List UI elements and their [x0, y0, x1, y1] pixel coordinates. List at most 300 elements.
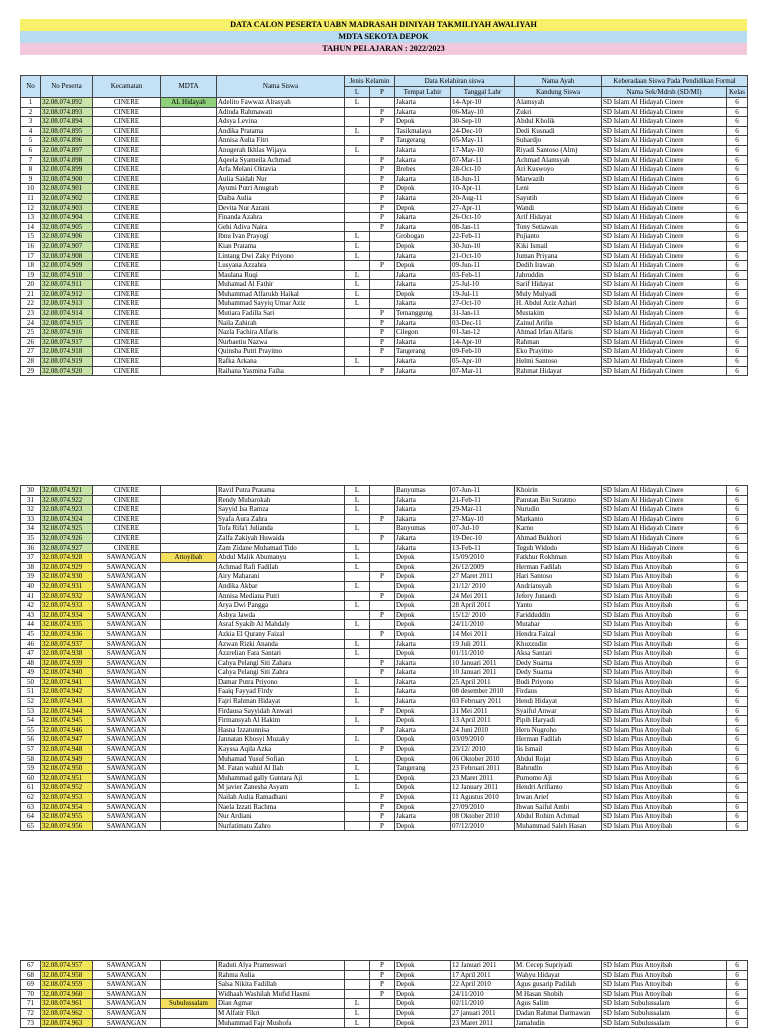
cell-jk-p — [370, 649, 395, 659]
cell-nama-siswa: Tofa Rifa'i Julianda — [217, 524, 345, 534]
cell-no-peserta: 32.08.074.935 — [41, 620, 93, 630]
cell-kecamatan: CINERE — [93, 184, 161, 194]
cell-kecamatan: SAWANGAN — [93, 970, 161, 980]
cell-mdta — [161, 706, 217, 716]
cell-mdta — [161, 754, 217, 764]
cell-jk-l — [345, 155, 370, 165]
cell-no: 26 — [21, 337, 41, 347]
cell-jk-l: L — [345, 562, 370, 572]
cell-nama-sekolah: SD Islam Plus Attoyibah — [602, 745, 727, 755]
cell-jk-l — [345, 658, 370, 668]
cell-nama-ayah: Bahrudin — [515, 764, 602, 774]
cell-tempat-lahir: Jakarta — [395, 495, 451, 505]
cell-no: 40 — [21, 581, 41, 591]
cell-no-peserta: 32.08.074.952 — [41, 783, 93, 793]
cell-kecamatan: CINERE — [93, 337, 161, 347]
cell-nama-sekolah: SD Islam Al Hidayah Cinere — [602, 145, 727, 155]
cell-nama-siswa: Arfa Melani Oktavia — [217, 165, 345, 175]
cell-no-peserta: 32.08.074.901 — [41, 184, 93, 194]
cell-kelas: 6 — [727, 581, 748, 591]
cell-nama-siswa: Muhammad Sayyiq Umar Aziz — [217, 299, 345, 309]
cell-nama-ayah: Faridduddin — [515, 610, 602, 620]
cell-jk-l: L — [345, 299, 370, 309]
cell-jk-p: P — [370, 961, 395, 971]
cell-no-peserta: 32.08.074.903 — [41, 203, 93, 213]
document-subtitle: MDTA SEKOTA DEPOK — [20, 31, 747, 43]
cell-nama-ayah: Hendra Faizal — [515, 629, 602, 639]
cell-no: 17 — [21, 251, 41, 261]
cell-nama-ayah: Herman Fadilah — [515, 562, 602, 572]
cell-jk-p: P — [370, 610, 395, 620]
cell-tanggal-lahir: 03 February 2011 — [451, 697, 515, 707]
cell-jk-l: L — [345, 764, 370, 774]
cell-tempat-lahir: Jakarta — [395, 213, 451, 223]
cell-no-peserta: 32.08.074.951 — [41, 773, 93, 783]
cell-jk-l: L — [345, 270, 370, 280]
cell-no: 65 — [21, 821, 41, 831]
cell-tempat-lahir: Depok — [395, 802, 451, 812]
cell-mdta — [161, 213, 217, 223]
cell-kecamatan: CINERE — [93, 107, 161, 117]
cell-mdta — [161, 299, 217, 309]
cell-nama-sekolah: SD Islam Plus Attoyibah — [602, 821, 727, 831]
cell-tempat-lahir: Jakarta — [395, 812, 451, 822]
cell-mdta — [161, 136, 217, 146]
cell-tanggal-lahir: 18-Jun-11 — [451, 174, 515, 184]
table-row — [21, 328, 748, 338]
cell-kecamatan: CINERE — [93, 486, 161, 496]
cell-nama-siswa: Fajri Rahman Hidayat — [217, 697, 345, 707]
cell-no-peserta: 32.08.074.898 — [41, 155, 93, 165]
cell-no-peserta: 32.08.074.944 — [41, 706, 93, 716]
cell-mdta — [161, 989, 217, 999]
cell-no: 50 — [21, 677, 41, 687]
cell-jk-p — [370, 999, 395, 1009]
cell-kecamatan: CINERE — [93, 328, 161, 338]
cell-nama-ayah: Muhammad Saleh Hasan — [515, 821, 602, 831]
cell-kelas: 6 — [727, 677, 748, 687]
cell-no-peserta: 32.08.074.933 — [41, 601, 93, 611]
cell-no: 42 — [21, 601, 41, 611]
cell-nama-siswa: Dian Agmar — [217, 999, 345, 1009]
table-row — [21, 725, 748, 735]
cell-nama-sekolah: SD Islam Plus Attoyibah — [602, 970, 727, 980]
cell-no: 64 — [21, 812, 41, 822]
cell-tanggal-lahir: 23 Maret 2011 — [451, 1018, 515, 1028]
cell-kecamatan: SAWANGAN — [93, 591, 161, 601]
cell-no: 1 — [21, 98, 41, 108]
cell-no: 14 — [21, 222, 41, 232]
cell-kecamatan: CINERE — [93, 270, 161, 280]
cell-kelas: 6 — [727, 280, 748, 290]
cell-jk-p — [370, 677, 395, 687]
cell-nama-siswa: Lintang Dwi Zaky Priyono — [217, 251, 345, 261]
cell-no: 35 — [21, 533, 41, 543]
cell-nama-sekolah: SD Islam Plus Attoyibah — [602, 668, 727, 678]
cell-jk-l — [345, 802, 370, 812]
cell-jk-l: L — [345, 773, 370, 783]
cell-jk-l: L — [345, 697, 370, 707]
cell-tempat-lahir: Depok — [395, 649, 451, 659]
cell-jk-l: L — [345, 495, 370, 505]
cell-kelas: 6 — [727, 486, 748, 496]
participants-table-3 — [20, 960, 748, 1028]
cell-mdta — [161, 486, 217, 496]
table-row — [21, 553, 748, 563]
cell-mdta — [161, 687, 217, 697]
cell-kelas: 6 — [727, 802, 748, 812]
cell-nama-ayah: Yanto — [515, 601, 602, 611]
cell-kecamatan: SAWANGAN — [93, 793, 161, 803]
cell-no-peserta: 32.08.074.945 — [41, 716, 93, 726]
cell-kecamatan: CINERE — [93, 193, 161, 203]
cell-tempat-lahir: Depok — [395, 1018, 451, 1028]
cell-tanggal-lahir: 23 Maret 2011 — [451, 773, 515, 783]
cell-mdta — [161, 524, 217, 534]
cell-tempat-lahir: Grobogan — [395, 232, 451, 242]
cell-kelas: 6 — [727, 495, 748, 505]
cell-tempat-lahir: Depok — [395, 117, 451, 127]
cell-no: 23 — [21, 309, 41, 319]
cell-no: 11 — [21, 193, 41, 203]
cell-tanggal-lahir: 12 Januari 2011 — [451, 961, 515, 971]
table-row — [21, 581, 748, 591]
cell-no: 56 — [21, 735, 41, 745]
cell-nama-siswa: Raihana Yasmina Faiha — [217, 366, 345, 376]
cell-kelas: 6 — [727, 754, 748, 764]
cell-no: 67 — [21, 961, 41, 971]
cell-tempat-lahir: Depok — [395, 821, 451, 831]
cell-jk-p: P — [370, 591, 395, 601]
cell-tanggal-lahir: 01-Jan-12 — [451, 328, 515, 338]
cell-mdta — [161, 581, 217, 591]
cell-no-peserta: 32.08.074.929 — [41, 562, 93, 572]
col-jk-l: L — [345, 87, 370, 98]
cell-jk-p: P — [370, 745, 395, 755]
cell-nama-sekolah: SD Islam Plus Attoyibah — [602, 783, 727, 793]
cell-jk-l — [345, 328, 370, 338]
cell-jk-l: L — [345, 241, 370, 251]
cell-nama-siswa: Andika Akbar — [217, 581, 345, 591]
cell-nama-ayah: H. Abdul Aziz Azhari — [515, 299, 602, 309]
cell-tanggal-lahir: 24/11/2010 — [451, 989, 515, 999]
cell-no-peserta: 32.08.074.936 — [41, 629, 93, 639]
cell-mdta — [161, 203, 217, 213]
cell-no: 36 — [21, 543, 41, 553]
cell-nama-ayah: Jamaludin — [515, 1018, 602, 1028]
cell-kecamatan: CINERE — [93, 174, 161, 184]
cell-tanggal-lahir: 07-Jun-11 — [451, 486, 515, 496]
cell-no-peserta: 32.08.074.906 — [41, 232, 93, 242]
cell-jk-l — [345, 213, 370, 223]
table-row — [21, 222, 748, 232]
col-nama-sekolah: Nama Sek/Mdrsh (SD/MI) — [602, 87, 727, 98]
cell-jk-l — [345, 309, 370, 319]
cell-kelas: 6 — [727, 318, 748, 328]
cell-no: 72 — [21, 1008, 41, 1018]
cell-nama-ayah: M. Cecep Supriyadi — [515, 961, 602, 971]
cell-nama-ayah: Arif Hidayat — [515, 213, 602, 223]
cell-kecamatan: SAWANGAN — [93, 961, 161, 971]
col-nama-ayah: Nama Ayah — [515, 76, 602, 87]
cell-kelas: 6 — [727, 261, 748, 271]
cell-tanggal-lahir: 03-Feb-11 — [451, 270, 515, 280]
cell-tempat-lahir: Depok — [395, 629, 451, 639]
cell-nama-sekolah: SD Islam Al Hidayah Cinere — [602, 318, 727, 328]
cell-tempat-lahir: Depok — [395, 289, 451, 299]
cell-no-peserta: 32.08.074.905 — [41, 222, 93, 232]
cell-kelas: 6 — [727, 165, 748, 175]
cell-nama-siswa: Finanda Azahra — [217, 213, 345, 223]
cell-jk-p — [370, 145, 395, 155]
cell-tanggal-lahir: 08-Jan-11 — [451, 222, 515, 232]
cell-jk-p: P — [370, 184, 395, 194]
cell-nama-sekolah: SD Islam Al Hidayah Cinere — [602, 514, 727, 524]
cell-tempat-lahir: Jakarta — [395, 299, 451, 309]
cell-nama-ayah: Eko Prayitno — [515, 347, 602, 357]
cell-kecamatan: SAWANGAN — [93, 620, 161, 630]
cell-mdta — [161, 145, 217, 155]
cell-no: 28 — [21, 357, 41, 367]
cell-tempat-lahir: Depok — [395, 989, 451, 999]
cell-kecamatan: CINERE — [93, 261, 161, 271]
cell-kecamatan: CINERE — [93, 309, 161, 319]
cell-kelas: 6 — [727, 620, 748, 630]
cell-jk-l: L — [345, 999, 370, 1009]
cell-jk-p: P — [370, 668, 395, 678]
cell-nama-sekolah: SD Islam Al Hidayah Cinere — [602, 107, 727, 117]
cell-no-peserta: 32.08.074.914 — [41, 309, 93, 319]
cell-no-peserta: 32.08.074.938 — [41, 649, 93, 659]
cell-mdta — [161, 107, 217, 117]
cell-jk-p — [370, 241, 395, 251]
cell-mdta — [161, 318, 217, 328]
cell-kecamatan: SAWANGAN — [93, 572, 161, 582]
cell-nama-sekolah: SD Islam Al Hidayah Cinere — [602, 98, 727, 108]
cell-nama-sekolah: SD Islam Al Hidayah Cinere — [602, 328, 727, 338]
col-no: No — [21, 76, 41, 98]
cell-jk-p — [370, 601, 395, 611]
cell-nama-ayah: Andriansyah — [515, 581, 602, 591]
cell-tanggal-lahir: 19-Dec-10 — [451, 533, 515, 543]
cell-no-peserta: 32.08.074.915 — [41, 318, 93, 328]
cell-tanggal-lahir: 22 April 2010 — [451, 980, 515, 990]
cell-tanggal-lahir: 08 Oktober 2010 — [451, 812, 515, 822]
cell-nama-siswa: Azwan Rizki Ananda — [217, 639, 345, 649]
cell-nama-sekolah: SD Islam Al Hidayah Cinere — [602, 357, 727, 367]
cell-nama-siswa: Arya Dwi Pangga — [217, 601, 345, 611]
cell-nama-siswa: Asbya Jawda — [217, 610, 345, 620]
cell-nama-ayah: Aksa Santari — [515, 649, 602, 659]
cell-kelas: 6 — [727, 174, 748, 184]
cell-jk-l — [345, 174, 370, 184]
cell-nama-siswa: Nailah Aulia Ramadhani — [217, 793, 345, 803]
cell-jk-l — [345, 572, 370, 582]
cell-nama-siswa: Andika Pratama — [217, 126, 345, 136]
cell-nama-sekolah: SD Islam Al Hidayah Cinere — [602, 155, 727, 165]
cell-jk-p: P — [370, 347, 395, 357]
cell-nama-sekolah: SD Islam Subulussalam — [602, 1018, 727, 1028]
cell-kelas: 6 — [727, 989, 748, 999]
cell-nama-ayah: Abdul Kholik — [515, 117, 602, 127]
cell-mdta — [161, 658, 217, 668]
cell-nama-siswa: Azzrelian Fara Santari — [217, 649, 345, 659]
table-row — [21, 117, 748, 127]
cell-nama-siswa: Abdul Malik Abumanyu — [217, 553, 345, 563]
cell-mdta — [161, 232, 217, 242]
cell-tanggal-lahir: 17-May-10 — [451, 145, 515, 155]
col-jenis-kelamin: Jenis Kelamin — [345, 76, 395, 87]
cell-nama-siswa: Aqeela Syameila Achmad — [217, 155, 345, 165]
cell-jk-l — [345, 222, 370, 232]
cell-nama-sekolah: SD Islam Plus Attoyibah — [602, 989, 727, 999]
cell-tanggal-lahir: 30-Jun-10 — [451, 241, 515, 251]
cell-kelas: 6 — [727, 366, 748, 376]
cell-nama-siswa: Damar Putra Priyono — [217, 677, 345, 687]
cell-kecamatan: SAWANGAN — [93, 725, 161, 735]
table-row — [21, 658, 748, 668]
cell-no: 48 — [21, 658, 41, 668]
cell-no: 15 — [21, 232, 41, 242]
cell-mdta — [161, 745, 217, 755]
cell-jk-p: P — [370, 514, 395, 524]
cell-no: 51 — [21, 687, 41, 697]
cell-kecamatan: SAWANGAN — [93, 773, 161, 783]
cell-kecamatan: SAWANGAN — [93, 697, 161, 707]
cell-nama-sekolah: SD Islam Plus Attoyibah — [602, 677, 727, 687]
cell-jk-p — [370, 280, 395, 290]
cell-tanggal-lahir: 27 januari 2011 — [451, 1008, 515, 1018]
cell-jk-p: P — [370, 309, 395, 319]
cell-kelas: 6 — [727, 505, 748, 515]
cell-no-peserta: 32.08.074.948 — [41, 745, 93, 755]
cell-kelas: 6 — [727, 184, 748, 194]
cell-jk-p: P — [370, 970, 395, 980]
cell-no: 31 — [21, 495, 41, 505]
cell-kecamatan: SAWANGAN — [93, 812, 161, 822]
cell-nama-ayah: Iis Ismail — [515, 745, 602, 755]
cell-no: 12 — [21, 203, 41, 213]
cell-jk-p — [370, 232, 395, 242]
cell-nama-ayah: Dadan Rahmat Darmawan — [515, 1008, 602, 1018]
cell-nama-siswa: M. Fatan wahid Al Ilah — [217, 764, 345, 774]
cell-kecamatan: SAWANGAN — [93, 754, 161, 764]
cell-kecamatan: SAWANGAN — [93, 821, 161, 831]
cell-nama-ayah: Sayutih — [515, 193, 602, 203]
cell-nama-siswa: Achmad Rafi Fadilah — [217, 562, 345, 572]
cell-tempat-lahir: Jakarta — [395, 222, 451, 232]
cell-nama-sekolah: SD Islam Al Hidayah Cinere — [602, 270, 727, 280]
cell-nama-siswa: Muhammad gally Guntara Aji — [217, 773, 345, 783]
cell-nama-ayah: Tony Setiawan — [515, 222, 602, 232]
cell-mdta — [161, 783, 217, 793]
cell-kelas: 6 — [727, 658, 748, 668]
table-row — [21, 165, 748, 175]
cell-mdta — [161, 366, 217, 376]
cell-jk-p: P — [370, 261, 395, 271]
cell-jk-l — [345, 107, 370, 117]
cell-tanggal-lahir: 14 Mei 2011 — [451, 629, 515, 639]
cell-kecamatan: SAWANGAN — [93, 802, 161, 812]
cell-kecamatan: CINERE — [93, 117, 161, 127]
cell-tanggal-lahir: 20-Aug-11 — [451, 193, 515, 203]
cell-kelas: 6 — [727, 289, 748, 299]
cell-jk-p — [370, 639, 395, 649]
cell-no-peserta: 32.08.074.897 — [41, 145, 93, 155]
cell-tempat-lahir: Jakarta — [395, 697, 451, 707]
cell-nama-sekolah: SD Islam Plus Attoyibah — [602, 793, 727, 803]
cell-kecamatan: SAWANGAN — [93, 980, 161, 990]
cell-tanggal-lahir: 08 desember 2010 — [451, 687, 515, 697]
cell-kelas: 6 — [727, 357, 748, 367]
cell-kelas: 6 — [727, 241, 748, 251]
cell-kelas: 6 — [727, 203, 748, 213]
cell-no-peserta: 32.08.074.943 — [41, 697, 93, 707]
cell-nama-ayah: Achmad Alamsyah — [515, 155, 602, 165]
cell-tanggal-lahir: 24/11/2010 — [451, 620, 515, 630]
cell-tempat-lahir: Depok — [395, 961, 451, 971]
cell-mdta — [161, 793, 217, 803]
cell-no-peserta: 32.08.074.899 — [41, 165, 93, 175]
cell-jk-p: P — [370, 203, 395, 213]
cell-tanggal-lahir: 07-Jul-10 — [451, 524, 515, 534]
table-row — [21, 155, 748, 165]
cell-nama-sekolah: SD Islam Al Hidayah Cinere — [602, 203, 727, 213]
cell-jk-p: P — [370, 802, 395, 812]
cell-no: 52 — [21, 697, 41, 707]
cell-tanggal-lahir: 07-Mar-11 — [451, 155, 515, 165]
cell-nama-siswa: Muhammad Alfarukh Haikal — [217, 289, 345, 299]
cell-nama-sekolah: SD Islam Plus Attoyibah — [602, 697, 727, 707]
table-row — [21, 280, 748, 290]
cell-tanggal-lahir: 06-May-10 — [451, 107, 515, 117]
table-row — [21, 145, 748, 155]
cell-no-peserta: 32.08.074.958 — [41, 970, 93, 980]
cell-jk-l: L — [345, 232, 370, 242]
cell-tanggal-lahir: 27-Oct-10 — [451, 299, 515, 309]
cell-kecamatan: CINERE — [93, 505, 161, 515]
col-tempat-lahir: Tempat Lahir — [395, 87, 451, 98]
cell-mdta — [161, 289, 217, 299]
participants-table-1 — [20, 75, 748, 376]
cell-no: 27 — [21, 347, 41, 357]
cell-nama-sekolah: SD Islam Plus Attoyibah — [602, 629, 727, 639]
cell-jk-l — [345, 629, 370, 639]
cell-nama-ayah: Rahmat Hidayat — [515, 366, 602, 376]
cell-kelas: 6 — [727, 970, 748, 980]
cell-kecamatan: CINERE — [93, 495, 161, 505]
cell-jk-p: P — [370, 366, 395, 376]
cell-no: 58 — [21, 754, 41, 764]
cell-no: 3 — [21, 117, 41, 127]
cell-kecamatan: SAWANGAN — [93, 764, 161, 774]
cell-nama-ayah: Karno — [515, 524, 602, 534]
cell-jk-l — [345, 668, 370, 678]
cell-nama-siswa: Annisa Mediana Putri — [217, 591, 345, 601]
cell-kecamatan: CINERE — [93, 126, 161, 136]
cell-tanggal-lahir: 27 Maret 2011 — [451, 572, 515, 582]
table-row — [21, 668, 748, 678]
cell-nama-ayah: Kiki Ismail — [515, 241, 602, 251]
table-row — [21, 1008, 748, 1018]
cell-tanggal-lahir: 26-Oct-10 — [451, 213, 515, 223]
table-row — [21, 687, 748, 697]
cell-nama-ayah: Herman Fadilah — [515, 735, 602, 745]
cell-tempat-lahir: Jakarta — [395, 98, 451, 108]
cell-nama-sekolah: SD Islam Al Hidayah Cinere — [602, 309, 727, 319]
cell-tanggal-lahir: 13 April 2011 — [451, 716, 515, 726]
cell-mdta — [161, 280, 217, 290]
